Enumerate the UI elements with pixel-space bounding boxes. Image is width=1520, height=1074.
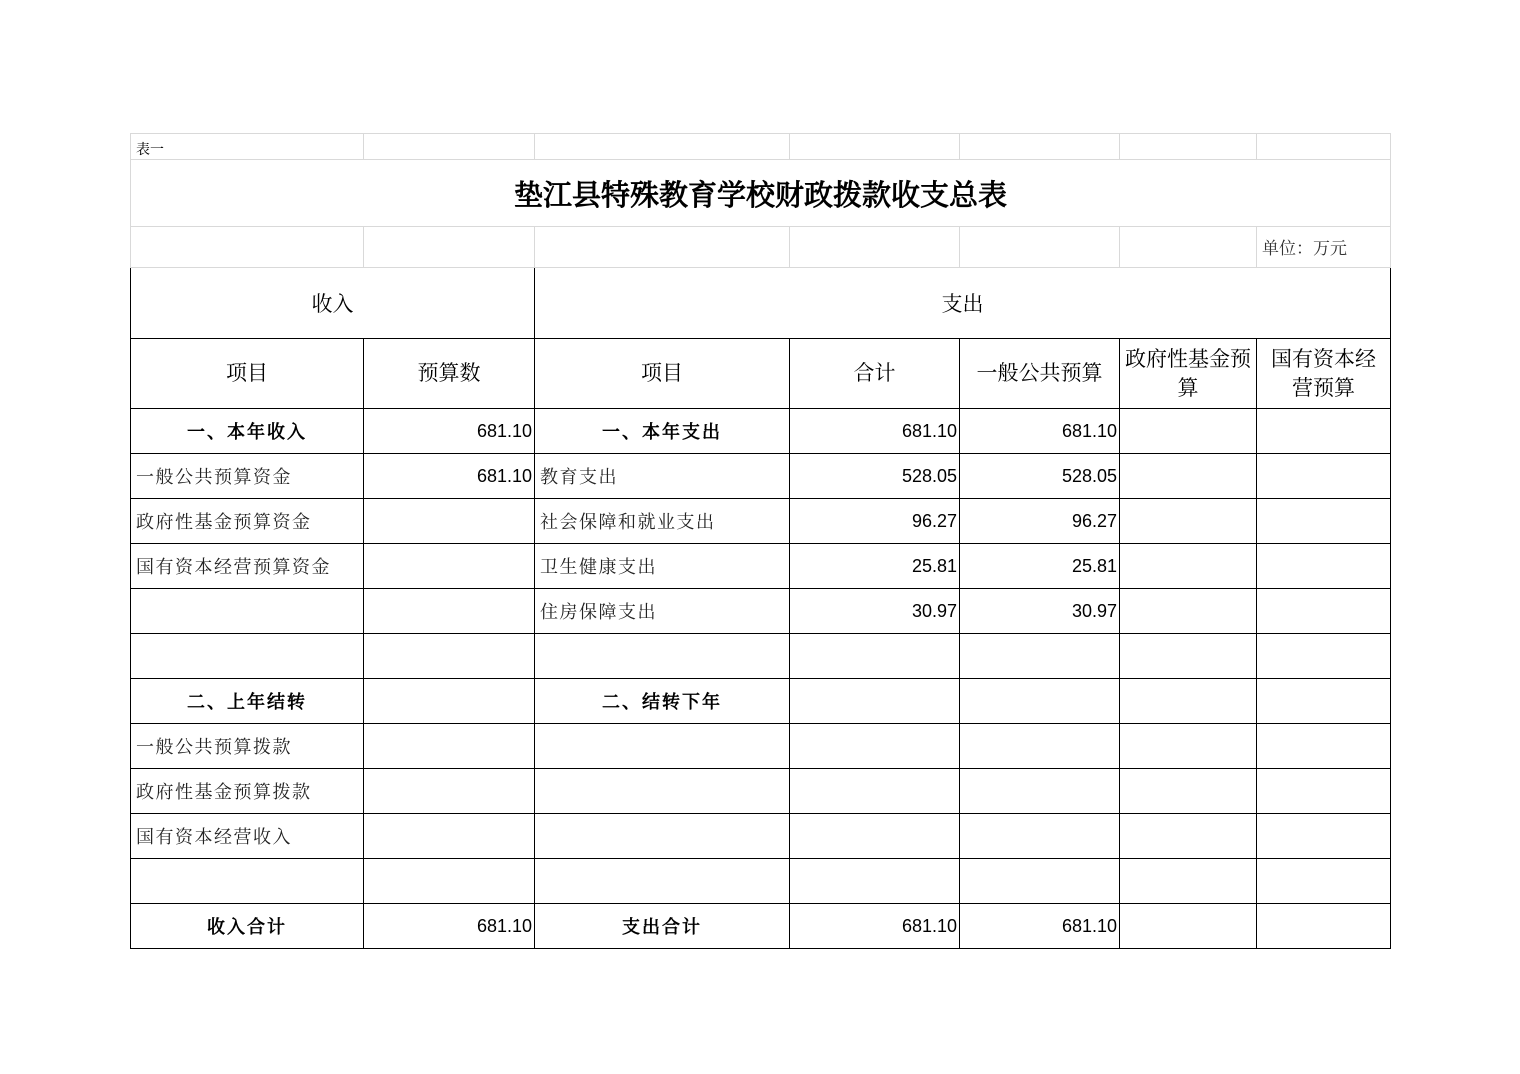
gov-fund-cell	[1120, 499, 1257, 544]
table-row	[131, 454, 1391, 499]
state-capital-cell	[1257, 454, 1391, 499]
general-budget-cell	[960, 724, 1120, 769]
income-budget-cell	[364, 724, 535, 769]
state-capital-cell	[1257, 904, 1391, 949]
general-budget-cell	[960, 769, 1120, 814]
expense-item-cell	[535, 859, 790, 904]
total-cell: 30.97	[790, 589, 960, 634]
table-row	[131, 859, 1391, 904]
state-capital-cell	[1257, 499, 1391, 544]
income-item-cell: 收入合计	[131, 904, 364, 949]
expense-item-cell: 教育支出	[535, 454, 790, 499]
income-item-cell	[131, 589, 364, 634]
table-row	[131, 634, 1391, 679]
general-budget-cell	[960, 679, 1120, 724]
state-capital-cell	[1257, 409, 1391, 454]
total-cell	[790, 679, 960, 724]
general-budget-cell	[960, 859, 1120, 904]
total-cell: 96.27	[790, 499, 960, 544]
table-row	[131, 409, 1391, 454]
general-budget-cell: 681.10	[960, 409, 1120, 454]
gov-fund-cell	[1120, 769, 1257, 814]
total-cell	[790, 724, 960, 769]
income-budget-cell	[364, 634, 535, 679]
header-income-budget: 预算数	[364, 339, 535, 409]
income-budget-cell	[364, 859, 535, 904]
gov-fund-cell	[1120, 544, 1257, 589]
gov-fund-cell	[1120, 634, 1257, 679]
expense-item-cell: 社会保障和就业支出	[535, 499, 790, 544]
income-budget-cell	[364, 499, 535, 544]
expense-item-cell	[535, 634, 790, 679]
gov-fund-cell	[1120, 814, 1257, 859]
header-income-item: 项目	[131, 339, 364, 409]
state-capital-cell	[1257, 589, 1391, 634]
state-capital-cell	[1257, 859, 1391, 904]
column-header-row	[131, 339, 1391, 409]
general-budget-cell	[960, 814, 1120, 859]
table-row	[131, 814, 1391, 859]
expense-item-cell: 二、结转下年	[535, 679, 790, 724]
header-gov-fund: 政府性基金预算	[1120, 339, 1257, 409]
table-row	[131, 769, 1391, 814]
income-item-cell	[131, 634, 364, 679]
expense-item-cell	[535, 814, 790, 859]
income-budget-cell: 681.10	[364, 454, 535, 499]
title-row	[131, 160, 1391, 227]
unit-label: 单位：万元	[1257, 227, 1391, 268]
page-title: 垫江县特殊教育学校财政拨款收支总表	[131, 160, 1391, 227]
unit-row	[131, 227, 1391, 268]
expense-item-cell: 一、本年支出	[535, 409, 790, 454]
income-item-cell: 政府性基金预算拨款	[131, 769, 364, 814]
state-capital-cell	[1257, 634, 1391, 679]
total-cell	[790, 859, 960, 904]
general-budget-cell: 30.97	[960, 589, 1120, 634]
income-group-header: 收入	[131, 268, 535, 339]
header-state-capital: 国有资本经营预算	[1257, 339, 1391, 409]
income-item-cell: 二、上年结转	[131, 679, 364, 724]
table-row	[131, 544, 1391, 589]
income-item-cell: 国有资本经营预算资金	[131, 544, 364, 589]
header-total: 合计	[790, 339, 960, 409]
income-item-cell: 一般公共预算资金	[131, 454, 364, 499]
group-header-row	[131, 268, 1391, 339]
gov-fund-cell	[1120, 904, 1257, 949]
state-capital-cell	[1257, 769, 1391, 814]
header-general-budget: 一般公共预算	[960, 339, 1120, 409]
gov-fund-cell	[1120, 724, 1257, 769]
expense-item-cell: 住房保障支出	[535, 589, 790, 634]
income-item-cell: 一、本年收入	[131, 409, 364, 454]
expense-item-cell	[535, 724, 790, 769]
total-cell	[790, 814, 960, 859]
expense-item-cell	[535, 769, 790, 814]
header-expense-item: 项目	[535, 339, 790, 409]
budget-sheet	[130, 133, 1391, 949]
total-cell: 25.81	[790, 544, 960, 589]
expense-group-header: 支出	[535, 268, 1391, 339]
state-capital-cell	[1257, 679, 1391, 724]
total-cell	[790, 769, 960, 814]
general-budget-cell: 528.05	[960, 454, 1120, 499]
income-budget-cell	[364, 814, 535, 859]
note-row	[131, 134, 1391, 160]
income-item-cell: 一般公共预算拨款	[131, 724, 364, 769]
budget-table	[130, 133, 1391, 949]
table-row	[131, 679, 1391, 724]
gov-fund-cell	[1120, 409, 1257, 454]
income-item-cell: 国有资本经营收入	[131, 814, 364, 859]
gov-fund-cell	[1120, 679, 1257, 724]
gov-fund-cell	[1120, 589, 1257, 634]
table-row	[131, 589, 1391, 634]
expense-item-cell: 支出合计	[535, 904, 790, 949]
expense-item-cell: 卫生健康支出	[535, 544, 790, 589]
table-row	[131, 904, 1391, 949]
state-capital-cell	[1257, 814, 1391, 859]
income-budget-cell	[364, 769, 535, 814]
income-item-cell: 政府性基金预算资金	[131, 499, 364, 544]
total-cell: 681.10	[790, 904, 960, 949]
income-budget-cell: 681.10	[364, 409, 535, 454]
general-budget-cell: 681.10	[960, 904, 1120, 949]
table-row	[131, 724, 1391, 769]
income-budget-cell	[364, 679, 535, 724]
income-budget-cell: 681.10	[364, 904, 535, 949]
income-budget-cell	[364, 589, 535, 634]
gov-fund-cell	[1120, 859, 1257, 904]
general-budget-cell: 25.81	[960, 544, 1120, 589]
total-cell: 528.05	[790, 454, 960, 499]
table-note: 表一	[131, 134, 364, 160]
general-budget-cell	[960, 634, 1120, 679]
general-budget-cell: 96.27	[960, 499, 1120, 544]
gov-fund-cell	[1120, 454, 1257, 499]
income-budget-cell	[364, 544, 535, 589]
total-cell: 681.10	[790, 409, 960, 454]
state-capital-cell	[1257, 544, 1391, 589]
table-row	[131, 499, 1391, 544]
total-cell	[790, 634, 960, 679]
income-item-cell	[131, 859, 364, 904]
state-capital-cell	[1257, 724, 1391, 769]
